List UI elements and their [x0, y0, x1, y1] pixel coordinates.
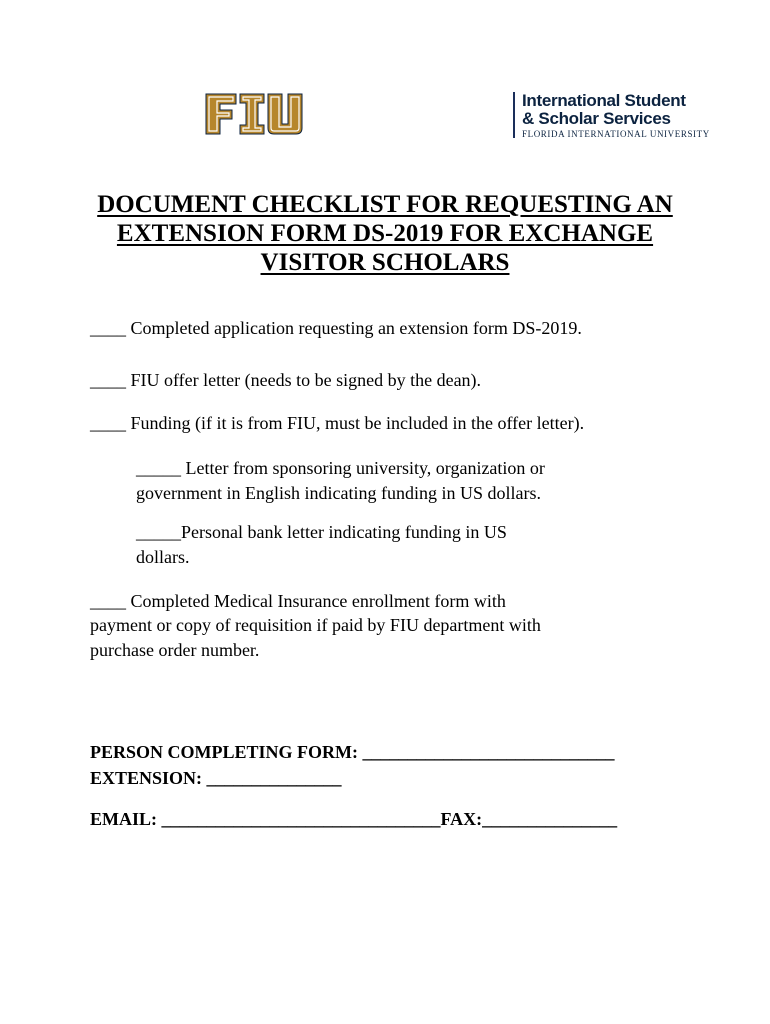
title-line-1: DOCUMENT CHECKLIST FOR REQUESTING AN	[97, 191, 673, 218]
checklist-item-offer-letter: ____ FIU offer letter (needs to be signed by the dean).	[90, 370, 482, 390]
extension-field[interactable]: EXTENSION: _______________	[90, 768, 342, 788]
person-completing-field[interactable]: PERSON COMPLETING FORM: ____________________________	[90, 742, 615, 762]
checklist-item-insurance-line-2: payment or copy of requisition if paid by FIU department with	[90, 615, 541, 635]
fiu-isss-logo	[204, 90, 710, 140]
checklist-item-application: ____ Completed application requesting an extension form DS-2019.	[90, 318, 582, 338]
logo-line-1: International Student	[522, 91, 686, 110]
sub-item-bank-letter-line-2: dollars.	[136, 547, 190, 567]
email-fax-field[interactable]: EMAIL: _______________________________FAX:_______________	[90, 809, 618, 829]
sub-item-sponsor-letter-line-2: government in English indicating funding in US dollars.	[136, 483, 541, 503]
checklist-item-funding: ____ Funding (if it is from FIU, must be included in the offer letter).	[90, 413, 585, 433]
sub-item-bank-letter-line-1: _____Personal bank letter indicating funding in US	[136, 522, 507, 542]
checklist-item-insurance-line-3: purchase order number.	[90, 640, 260, 660]
fiu-logo-mark	[204, 92, 304, 136]
document-title	[80, 190, 690, 277]
sub-item-sponsor-letter-line-1: _____ Letter from sponsoring university, organization or	[136, 458, 545, 478]
checklist-item-insurance-line-1: ____ Completed Medical Insurance enrollment form with	[90, 591, 506, 611]
logo-line-3: FLORIDA INTERNATIONAL UNIVERSITY	[522, 129, 710, 139]
logo-line-2: & Scholar Services	[522, 109, 671, 128]
logo-divider	[513, 92, 515, 138]
title-line-3: VISITOR SCHOLARS	[260, 249, 510, 276]
title-line-2: EXTENSION FORM DS-2019 FOR EXCHANGE	[116, 220, 654, 247]
